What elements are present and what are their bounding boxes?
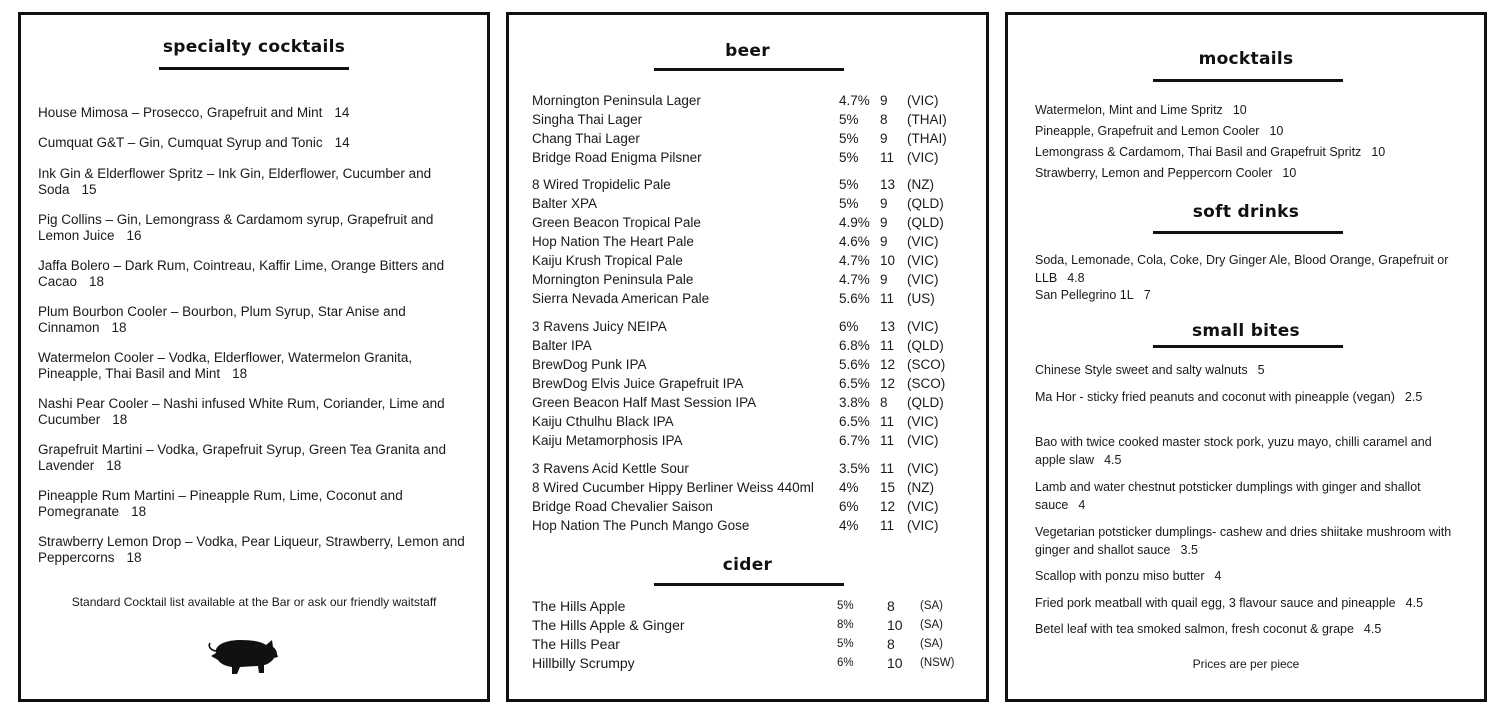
beer-row: [532, 289, 972, 308]
beer-price: 13: [880, 319, 896, 334]
beer-origin: (VIC): [907, 319, 939, 334]
beer-origin: (VIC): [907, 433, 939, 448]
cider-row: [532, 616, 972, 635]
small-bite-item-price: 4: [1078, 498, 1086, 512]
cocktail-price: 18: [112, 411, 128, 427]
cider-row: [532, 654, 972, 673]
cider-name: The Hills Apple: [532, 598, 626, 614]
small-bite-item: [1035, 361, 1455, 379]
beer-abv: 6.5%: [839, 376, 870, 391]
beer-name: Singha Thai Lager: [532, 112, 643, 127]
beer-origin: (VIC): [907, 93, 939, 108]
small-bite-item: [1035, 478, 1455, 514]
beer-price: 9: [880, 215, 888, 230]
beer-row: [532, 478, 972, 497]
cider-origin: (NSW): [920, 657, 955, 669]
beer-abv: 4%: [839, 480, 859, 495]
cider-origin: (SA): [920, 638, 943, 650]
beer-row: [532, 336, 972, 355]
cocktail-item: [38, 396, 473, 427]
small-bites-heading-rule: [1153, 345, 1343, 348]
cocktail-price: 18: [126, 549, 142, 565]
beer-name: Kaiju Metamorphosis IPA: [532, 433, 683, 448]
beer-abv: 5%: [839, 150, 859, 165]
small-bite-item-description: Lamb and water chestnut potsticker dumplings with ginger and shallot sauce: [1035, 480, 1421, 512]
beer-row: [532, 232, 972, 251]
beer-origin: (VIC): [907, 461, 939, 476]
beer-name: Bridge Road Chevalier Saison: [532, 499, 713, 514]
cocktail-item: [38, 135, 473, 151]
beer-name: 3 Ravens Acid Kettle Sour: [532, 461, 689, 476]
small-bites-heading: small bites: [1192, 321, 1300, 341]
beer-row: [532, 374, 972, 393]
beer-price: 9: [880, 234, 888, 249]
beer-origin: (SCO): [907, 376, 946, 391]
cocktail-item: [38, 350, 473, 381]
beer-abv: 5%: [839, 131, 859, 146]
cocktails-panel: [18, 12, 490, 702]
mocktail-item: [1035, 143, 1455, 161]
soft-drinks-heading: soft drinks: [1192, 202, 1300, 222]
soft-drink-item-price: 7: [1143, 288, 1151, 302]
beer-abv: 6%: [839, 319, 859, 334]
beer-name: Kaiju Krush Tropical Pale: [532, 253, 683, 268]
cider-abv: 8%: [837, 619, 854, 631]
beer-abv: 3.5%: [839, 461, 870, 476]
small-bite-item-description: Chinese Style sweet and salty walnuts: [1035, 363, 1248, 377]
beer-name: Green Beacon Tropical Pale: [532, 215, 701, 230]
beer-price: 11: [880, 291, 895, 306]
beer-name: BrewDog Punk IPA: [532, 357, 647, 372]
cocktail-description: Plum Bourbon Cooler – Bourbon, Plum Syrup, Star Anise and Cinnamon: [38, 304, 406, 335]
cocktail-description: House Mimosa – Prosecco, Grapefruit and Mint: [38, 105, 323, 120]
beer-price: 12: [880, 499, 896, 514]
beer-row: [532, 251, 972, 270]
beer-name: Bridge Road Enigma Pilsner: [532, 150, 702, 165]
beer-name: 8 Wired Cucumber Hippy Berliner Weiss 440ml: [532, 480, 814, 495]
cocktail-price: 14: [334, 135, 350, 150]
beer-row: [532, 148, 972, 167]
cocktail-price: 18: [106, 457, 122, 473]
small-bite-item: [1035, 523, 1455, 559]
beer-origin: (VIC): [907, 414, 939, 429]
small-bite-item: [1035, 620, 1455, 638]
beer-row: [532, 393, 972, 412]
cocktail-item: [38, 534, 473, 565]
beer-row: [532, 175, 972, 194]
soft-drinks-heading-rule: [1153, 231, 1343, 234]
cider-origin: (SA): [920, 619, 943, 631]
beer-origin: (VIC): [907, 272, 939, 287]
cocktail-item: [38, 304, 473, 335]
cocktail-description: Pineapple Rum Martini – Pineapple Rum, Lime, Coconut and Pomegranate: [38, 488, 403, 519]
mocktails-heading: mocktails: [1198, 49, 1294, 69]
beer-name: 3 Ravens Juicy NEIPA: [532, 319, 667, 334]
mocktail-item-description: Pineapple, Grapefruit and Lemon Cooler: [1035, 124, 1260, 138]
beer-abv: 4.6%: [839, 234, 870, 249]
beer-price: 12: [880, 357, 896, 372]
beer-price: 11: [880, 150, 895, 165]
beer-name: Sierra Nevada American Pale: [532, 291, 710, 306]
beer-price: 9: [880, 131, 888, 146]
cider-price: 10: [887, 655, 903, 671]
beer-price: 9: [880, 272, 888, 287]
beer-origin: (VIC): [907, 253, 939, 268]
beer-origin: (QLD): [907, 196, 944, 211]
beer-name: Green Beacon Half Mast Session IPA: [532, 395, 757, 410]
beer-name: Hop Nation The Punch Mango Gose: [532, 518, 750, 533]
small-bite-item-description: Ma Hor - sticky fried peanuts and coconut with pineapple (vegan): [1035, 390, 1395, 404]
beer-abv: 6%: [839, 499, 859, 514]
beer-price: 12: [880, 376, 896, 391]
beer-origin: (QLD): [907, 215, 944, 230]
beer-abv: 4.7%: [839, 253, 870, 268]
beer-abv: 5%: [839, 196, 859, 211]
beer-origin: (VIC): [907, 150, 939, 165]
beer-price: 8: [880, 395, 888, 410]
mocktail-item: [1035, 164, 1455, 182]
beer-row: [532, 129, 972, 148]
beer-origin: (THAI): [907, 131, 947, 146]
small-bites-footnote: Prices are per piece: [1192, 657, 1300, 671]
beer-row: [532, 270, 972, 289]
beer-heading-rule: [654, 68, 844, 71]
small-bite-item-price: 4: [1214, 569, 1222, 583]
cocktail-price: 18: [89, 273, 105, 289]
beer-origin: (QLD): [907, 338, 944, 353]
beer-row: [532, 459, 972, 478]
small-bite-item-price: 3.5: [1180, 543, 1198, 557]
cocktail-price: 18: [232, 365, 248, 381]
small-bite-item: [1035, 388, 1455, 406]
cocktail-price: 18: [111, 319, 127, 335]
small-bite-item-price: 4.5: [1363, 622, 1382, 636]
mocktail-item-description: Watermelon, Mint and Lime Spritz: [1035, 103, 1223, 117]
beer-price: 11: [880, 518, 895, 533]
beer-price: 13: [880, 177, 896, 192]
beer-name: Mornington Peninsula Lager: [532, 93, 701, 108]
beer-cider-panel: [506, 12, 989, 702]
cider-abv: 6%: [837, 657, 854, 669]
cocktails-heading: specialty cocktails: [162, 37, 346, 57]
beer-abv: 6.7%: [839, 433, 870, 448]
beer-origin: (NZ): [907, 480, 934, 495]
cider-abv: 5%: [837, 600, 854, 612]
small-bite-item-description: Scallop with ponzu miso butter: [1035, 569, 1205, 583]
cider-name: Hillbilly Scrumpy: [532, 655, 635, 671]
cocktail-price: 14: [334, 105, 350, 120]
mocktail-item-description: Lemongrass & Cardamom, Thai Basil and Grapefruit Spritz: [1035, 145, 1362, 159]
mocktail-item: [1035, 101, 1455, 119]
beer-abv: 5.6%: [839, 357, 870, 372]
beer-origin: (THAI): [907, 112, 947, 127]
beer-origin: (VIC): [907, 234, 939, 249]
beer-price: 11: [880, 414, 895, 429]
cider-origin: (SA): [920, 600, 943, 612]
cocktail-description: Grapefruit Martini – Vodka, Grapefruit Syrup, Green Tea Granita and Lavender: [38, 442, 446, 473]
beer-origin: (VIC): [907, 499, 939, 514]
cider-abv: 5%: [837, 638, 854, 650]
cider-name: The Hills Apple & Ginger: [532, 617, 685, 633]
beer-row: [532, 91, 972, 110]
beer-abv: 5%: [839, 112, 859, 127]
cocktail-description: Cumquat G&T – Gin, Cumquat Syrup and Tonic: [38, 135, 323, 150]
beer-origin: (QLD): [907, 395, 944, 410]
beer-abv: 6.8%: [839, 338, 870, 353]
beer-row: [532, 317, 972, 336]
beer-price: 9: [880, 93, 888, 108]
beer-price: 8: [880, 112, 888, 127]
cocktail-price: 18: [131, 503, 147, 519]
beer-row: [532, 516, 972, 535]
mocktail-item-price: 10: [1232, 103, 1247, 117]
small-bite-item: [1035, 567, 1455, 585]
beer-origin: (SCO): [907, 357, 946, 372]
small-bite-item-price: 5: [1257, 363, 1265, 377]
mocktails-heading-rule: [1153, 79, 1343, 82]
beer-origin: (US): [907, 291, 935, 306]
small-bite-item-description: Betel leaf with tea smoked salmon, fresh coconut & grape: [1035, 622, 1354, 636]
beer-price: 10: [880, 253, 896, 268]
cider-row: [532, 635, 972, 654]
beer-heading: beer: [725, 41, 770, 61]
beer-price: 15: [880, 480, 896, 495]
cocktails-heading-rule: [159, 67, 349, 70]
cider-price: 10: [887, 617, 903, 633]
cocktail-description: Jaffa Bolero – Dark Rum, Cointreau, Kaffir Lime, Orange Bitters and Cacao: [38, 258, 445, 289]
soft-drink-item: [1035, 251, 1455, 287]
cocktail-item: [38, 442, 473, 473]
beer-abv: 4.9%: [839, 215, 870, 230]
cocktail-description: Nashi Pear Cooler – Nashi infused White Rum, Coriander, Lime and Cucumber: [38, 396, 445, 427]
soft-drink-item-description: Soda, Lemonade, Cola, Coke, Dry Ginger Ale, Blood Orange, Grapefruit or LLB: [1035, 253, 1449, 285]
beer-price: 9: [880, 196, 888, 211]
small-bite-item: [1035, 594, 1455, 612]
beer-abv: 4.7%: [839, 93, 870, 108]
cocktail-description: Strawberry Lemon Drop – Vodka, Pear Liqueur, Strawberry, Lemon and Peppercorns: [38, 534, 465, 565]
mocktail-item: [1035, 122, 1455, 140]
beer-row: [532, 110, 972, 129]
beer-row: [532, 213, 972, 232]
small-bite-item-price: 4.5: [1104, 453, 1122, 467]
cocktail-price: 15: [81, 181, 97, 197]
cocktail-item: [38, 166, 473, 197]
beer-row: [532, 431, 972, 450]
mocktails-bites-panel: [1005, 12, 1487, 702]
beer-name: 8 Wired Tropidelic Pale: [532, 177, 671, 192]
beer-price: 11: [880, 461, 895, 476]
cocktail-item: [38, 212, 473, 243]
beer-abv: 4.7%: [839, 272, 870, 287]
cocktail-description: Watermelon Cooler – Vodka, Elderflower, Watermelon Granita, Pineapple, Thai Basil and Mint: [38, 350, 413, 381]
small-bite-item-description: Vegetarian potsticker dumplings- cashew and dries shiitake mushroom with ginger and shallot sauce: [1035, 525, 1452, 557]
beer-abv: 5%: [839, 177, 859, 192]
beer-abv: 3.8%: [839, 395, 870, 410]
mocktail-item-description: Strawberry, Lemon and Peppercorn Cooler: [1035, 166, 1273, 180]
beer-row: [532, 355, 972, 374]
small-bite-item-description: Bao with twice cooked master stock pork, yuzu mayo, chilli caramel and apple slaw: [1035, 435, 1432, 467]
cider-price: 8: [887, 598, 895, 614]
small-bite-item-price: 4.5: [1405, 596, 1424, 610]
mocktail-item-price: 10: [1269, 124, 1284, 138]
cocktail-description: Ink Gin & Elderflower Spritz – Ink Gin, Elderflower, Cucumber and Soda: [38, 166, 432, 197]
beer-name: Balter IPA: [532, 338, 592, 353]
beer-name: Mornington Peninsula Pale: [532, 272, 694, 287]
mocktail-item-price: 10: [1282, 166, 1297, 180]
small-bite-item-description: Fried pork meatball with quail egg, 3 flavour sauce and pineapple: [1035, 596, 1396, 610]
cider-heading-rule: [654, 583, 844, 586]
beer-abv: 4%: [839, 518, 859, 533]
cider-price: 8: [887, 636, 895, 652]
cider-row: [532, 597, 972, 616]
beer-name: Balter XPA: [532, 196, 598, 211]
beer-origin: (NZ): [907, 177, 934, 192]
beer-abv: 5.6%: [839, 291, 870, 306]
cocktail-price: 16: [126, 227, 142, 243]
small-bite-item: [1035, 433, 1455, 469]
beer-price: 11: [880, 433, 895, 448]
cocktail-item: [38, 105, 473, 121]
beer-origin: (VIC): [907, 518, 939, 533]
beer-abv: 6.5%: [839, 414, 870, 429]
small-bite-item-price: 2.5: [1404, 390, 1423, 404]
beer-name: Hop Nation The Heart Pale: [532, 234, 694, 249]
cider-name: The Hills Pear: [532, 636, 620, 652]
beer-row: [532, 412, 972, 431]
beer-name: Kaiju Cthulhu Black IPA: [532, 414, 674, 429]
cocktail-item: [38, 258, 473, 289]
cocktails-footnote: Standard Cocktail list available at the Bar or ask our friendly waitstaff: [71, 595, 437, 609]
beer-row: [532, 194, 972, 213]
soft-drink-item-price: 4.8: [1067, 271, 1085, 285]
cider-heading: cider: [722, 555, 773, 575]
mocktail-item-price: 10: [1371, 145, 1386, 159]
beer-name: BrewDog Elvis Juice Grapefruit IPA: [532, 376, 744, 391]
soft-drink-item-description: San Pellegrino 1L: [1035, 288, 1134, 302]
beer-name: Chang Thai Lager: [532, 131, 640, 146]
soft-drink-item: [1035, 286, 1455, 304]
beer-price: 11: [880, 338, 895, 353]
pig-icon: [204, 633, 280, 677]
cocktail-description: Pig Collins – Gin, Lemongrass & Cardamom syrup, Grapefruit and Lemon Juice: [38, 212, 434, 243]
beer-row: [532, 497, 972, 516]
cocktail-item: [38, 488, 473, 519]
